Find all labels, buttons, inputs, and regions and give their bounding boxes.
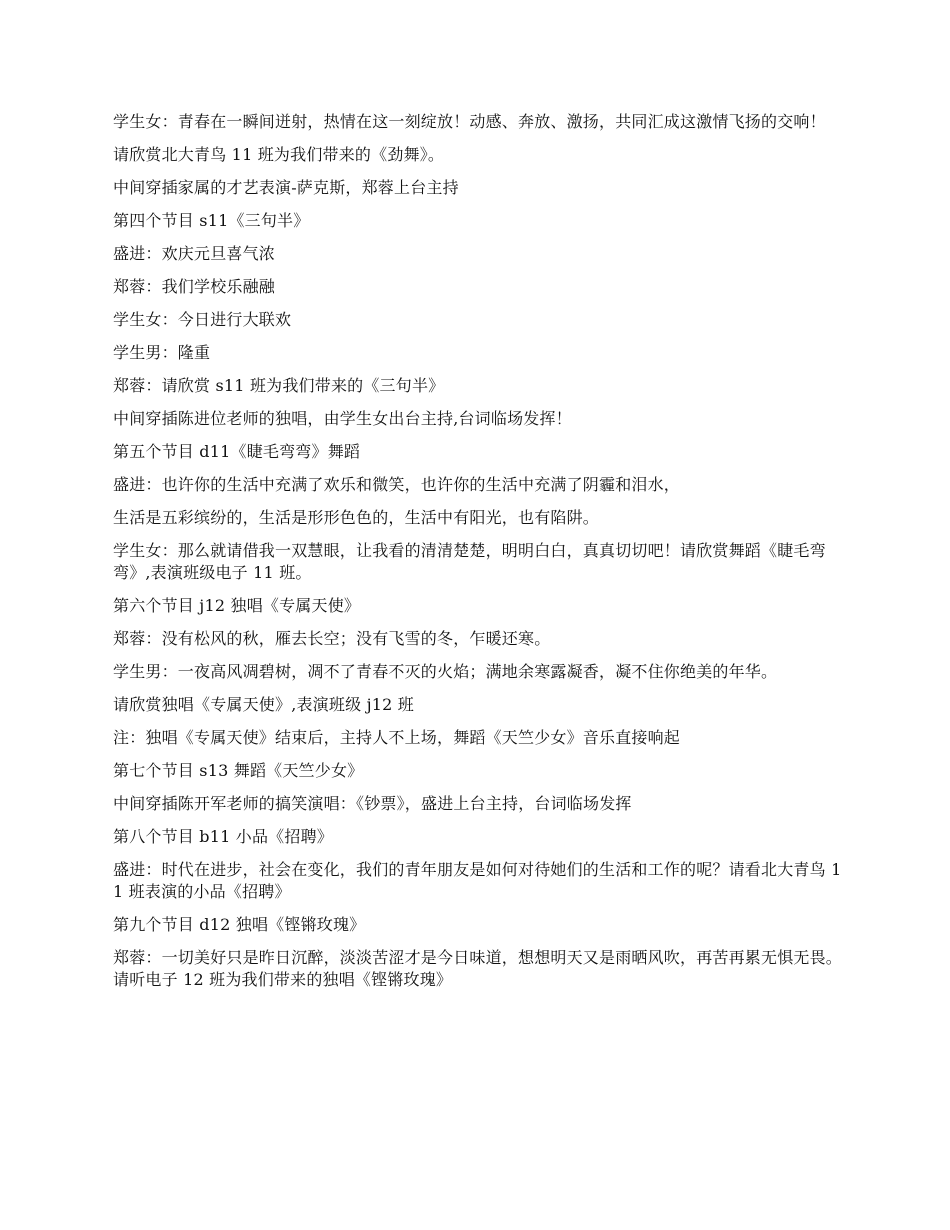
paragraph-3: 中间穿插家属的才艺表演-萨克斯，郑蓉上台主持 xyxy=(113,178,459,197)
paragraph-19: 注：独唱《专属天使》结束后，主持人不上场，舞蹈《天竺少女》音乐直接响起 xyxy=(113,728,681,747)
paragraph-22: 第八个节目 b11 小品《招聘》 xyxy=(113,827,333,846)
paragraph-23: 盛进：时代在进步，社会在变化，我们的青年朋友是如何对待她们的生活和工作的呢？请看北大青鸟 11 班表演的小品《招聘》 xyxy=(113,860,842,901)
paragraph-11: 第五个节目 d11《睫毛弯弯》舞蹈 xyxy=(113,442,361,461)
paragraph-4: 第四个节目 s11《三句半》 xyxy=(113,211,310,230)
paragraph-10: 中间穿插陈进位老师的独唱，由学生女出台主持,台词临场发挥！ xyxy=(113,409,572,428)
paragraph-9: 郑蓉：请欣赏 s11 班为我们带来的《三句半》 xyxy=(113,376,445,395)
paragraph-17: 学生男：一夜高风凋碧树，凋不了青春不灭的火焰；满地余寒露凝香，凝不住你绝美的年华。 xyxy=(113,662,778,681)
paragraph-18: 请欣赏独唱《专属天使》,表演班级 j12 班 xyxy=(113,695,414,714)
paragraph-13: 生活是五彩缤纷的，生活是形形色色的，生活中有阳光，也有陷阱。 xyxy=(113,508,600,527)
paragraph-12: 盛进：也许你的生活中充满了欢乐和微笑，也许你的生活中充满了阴霾和泪水， xyxy=(113,475,681,494)
paragraph-21: 中间穿插陈开军老师的搞笑演唱：《钞票》，盛进上台主持，台词临场发挥 xyxy=(113,794,632,813)
paragraph-24: 第九个节目 d12 独唱《铿锵玫瑰》 xyxy=(113,915,366,934)
paragraph-16: 郑蓉：没有松风的秋，雁去长空；没有飞雪的冬，乍暖还寒。 xyxy=(113,629,551,648)
paragraph-1: 学生女：青春在一瞬间迸射，热情在这一刻绽放！动感、奔放、激扬，共同汇成这激情飞扬的交响！ xyxy=(113,112,826,131)
paragraph-25: 郑蓉：一切美好只是昨日沉醉，淡淡苦涩才是今日味道，想想明天又是雨晒风吹，再苦再累无惧无畏。请听电子 12 班为我们带来的独唱《铿锵玫瑰》 xyxy=(113,948,843,989)
paragraph-8: 学生男：隆重 xyxy=(113,343,211,362)
paragraph-2: 请欣赏北大青鸟 11 班为我们带来的《劲舞》。 xyxy=(113,145,445,164)
paragraph-20: 第七个节目 s13 舞蹈《天竺少女》 xyxy=(113,761,364,780)
paragraph-15: 第六个节目 j12 独唱《专属天使》 xyxy=(113,596,361,615)
paragraph-14: 学生女：那么就请借我一双慧眼，让我看的清清楚楚，明明白白，真真切切吧！请欣赏舞蹈《睫毛弯弯》,表演班级电子 11 班。 xyxy=(113,541,826,582)
paragraph-5: 盛进：欢庆元旦喜气浓 xyxy=(113,244,276,263)
paragraph-7: 学生女：今日进行大联欢 xyxy=(113,310,292,329)
document-body xyxy=(113,111,843,1002)
paragraph-6: 郑蓉：我们学校乐融融 xyxy=(113,277,276,296)
